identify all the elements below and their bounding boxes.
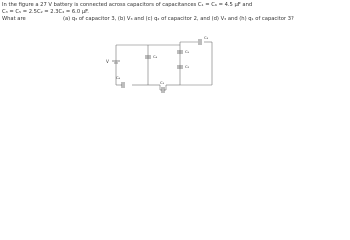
circuit-wires bbox=[116, 42, 212, 90]
page bbox=[0, 0, 350, 98]
battery-label: V bbox=[106, 59, 109, 64]
battery-symbol bbox=[112, 61, 120, 63]
c2-label: C₂ bbox=[185, 64, 190, 69]
capacitors bbox=[122, 39, 201, 93]
problem-line-2: C₃ = C₅ = 2.5C₂ = 2.3C₄ = 6.0 μF. bbox=[2, 9, 89, 15]
problem-questions: (a) q₃ of capacitor 3, (b) V₃ and (c) q₂ of capacitor 2, and (d) V₃ and (h) q₁ of capacitor 3? bbox=[62, 16, 294, 22]
problem-line-1: In the figure a 27 V battery is connected across capacitors of capacitances C₁ = C₆ = 4.5 μF and bbox=[2, 2, 253, 8]
c3-label: C₃ bbox=[204, 35, 209, 40]
c5-label: C₅ bbox=[185, 49, 190, 54]
problem-prompt: What are bbox=[2, 16, 26, 22]
c1-label: C₁ bbox=[160, 80, 165, 85]
c4-label: C₄ bbox=[153, 54, 158, 59]
problem-line-3 bbox=[2, 16, 348, 23]
c6-label: C₆ bbox=[116, 75, 121, 80]
problem-statement bbox=[2, 2, 348, 23]
